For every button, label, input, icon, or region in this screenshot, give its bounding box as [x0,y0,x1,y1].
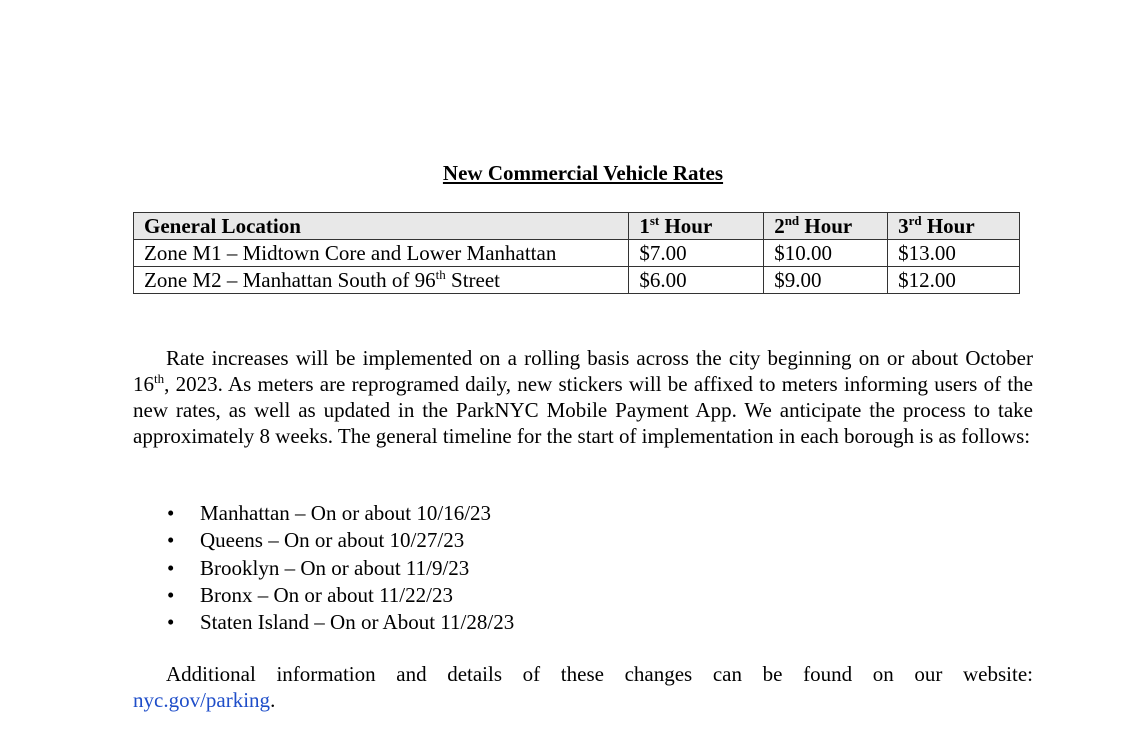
header-2nd-hour: 2nd Hour [764,213,888,240]
list-item: • Queens – On or about 10/27/23 [133,527,514,554]
borough-timeline-list [133,500,514,636]
website-line: nyc.gov/parking. [133,688,276,712]
header-general-location: General Location [134,213,629,240]
list-item: • Staten Island – On or About 11/28/23 [133,609,514,636]
header-1st-hour: 1st Hour [629,213,764,240]
additional-info-paragraph: Additional information and details of these changes can be found on our website: [166,662,1033,686]
table-header-row [134,213,1020,240]
table-row [134,240,1020,267]
header-3rd-hour: 3rd Hour [888,213,1020,240]
cell-hour3: $12.00 [888,267,1020,294]
cell-location: Zone M2 – Manhattan South of 96th Street [134,267,629,294]
cell-hour2: $10.00 [764,240,888,267]
cell-hour1: $6.00 [629,267,764,294]
list-item: • Manhattan – On or about 10/16/23 [133,500,514,527]
cell-hour1: $7.00 [629,240,764,267]
cell-hour3: $13.00 [888,240,1020,267]
page-title: New Commercial Vehicle Rates [442,161,724,185]
cell-hour2: $9.00 [764,267,888,294]
list-item: • Bronx – On or about 11/22/23 [133,582,514,609]
table-row [134,267,1020,294]
cell-location: Zone M1 – Midtown Core and Lower Manhattan [134,240,629,267]
rate-increase-paragraph: Rate increases will be implemented on a rolling basis across the city beginning on or about October 16th, 2023. As meters are reprogramed daily, new stickers will be affixed to meters informing users of the new rates, as well as updated in the ParkNYC Mobile Payment App. We anticipate the process to take approximately 8 weeks. The general timeline for the start of implementation in each borough is as follows: [133,346,1033,448]
rates-table [133,212,1020,294]
list-item: • Brooklyn – On or about 11/9/23 [133,555,514,582]
website-link[interactable]: nyc.gov/parking [133,688,271,712]
